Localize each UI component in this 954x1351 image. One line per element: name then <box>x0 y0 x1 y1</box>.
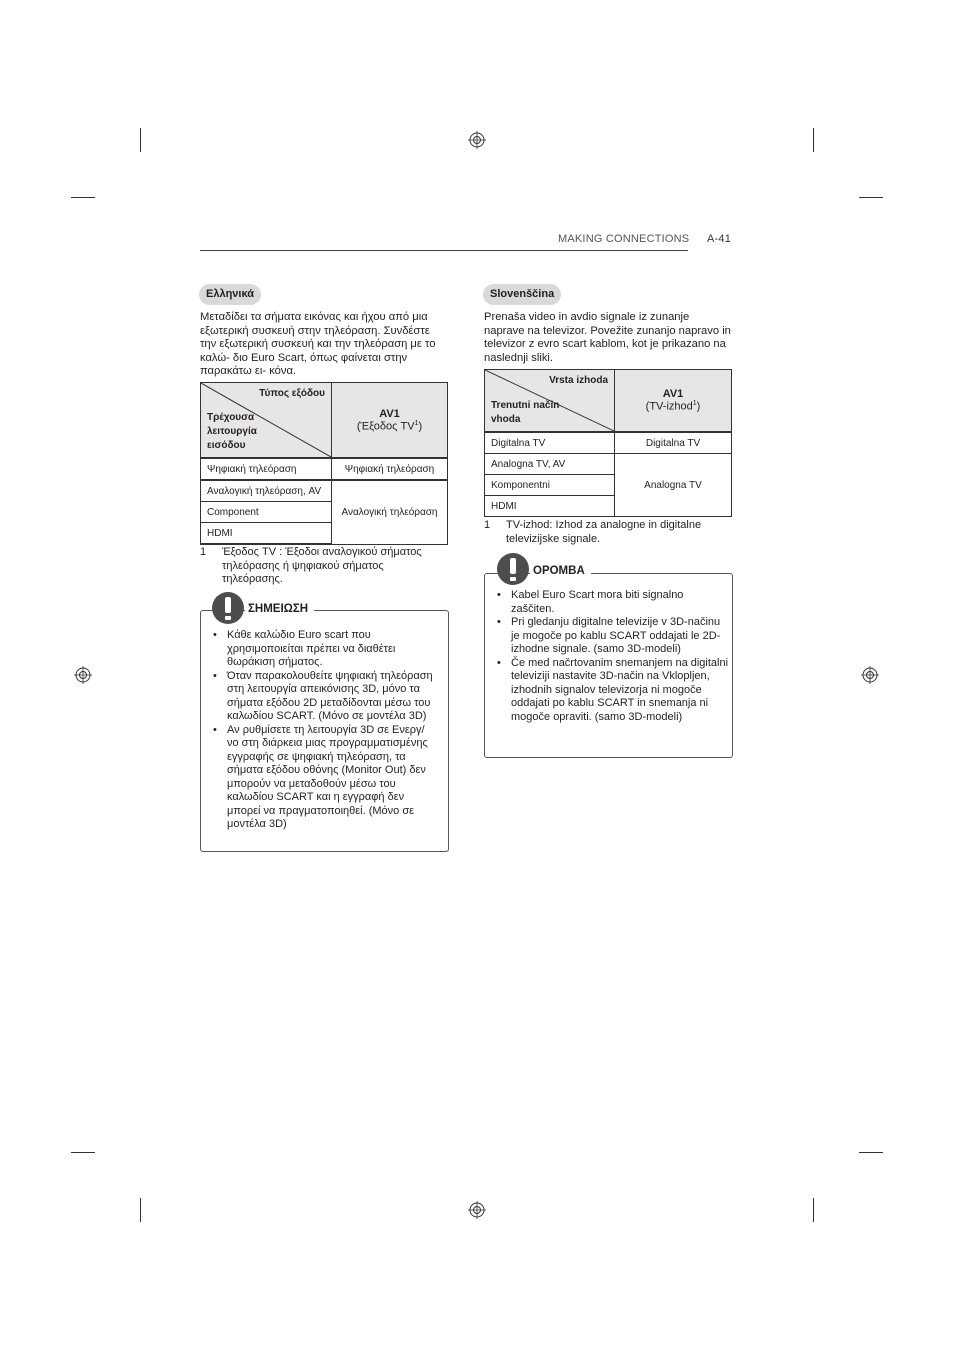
note-list-greek <box>213 629 438 832</box>
av1-subtitle: (Έξοδος $TV^1$) <box>356 419 423 433</box>
note-title-slovene: OPOMBA <box>530 565 591 577</box>
registration-mark-icon <box>468 1201 486 1219</box>
table-cell-output: Analogna TV <box>615 454 732 517</box>
crop-mark <box>859 1152 883 1153</box>
table-cell-output: Ψηφιακή τηλεόραση <box>332 458 448 480</box>
connection-table-slovene <box>484 369 732 517</box>
note-list-slovene <box>497 589 729 724</box>
footnote-text: Έξοδος TV : Έξοδοι αναλογικού σήματος τηλεόρασης ή ψηφιακού σήματος τηλεόρασης. <box>222 546 422 585</box>
crop-mark <box>813 1198 814 1222</box>
table-row-input: Digitalna TV <box>485 432 615 454</box>
output-type-label: Τύπος εξόδου <box>259 388 325 399</box>
table-row-input: Ψηφιακή τηλεόραση <box>201 458 332 480</box>
footnote-number: 1 <box>484 519 491 531</box>
footnote-text: TV-izhod: Izhod za analogne in digitalne televizijske signale. <box>506 519 702 545</box>
av1-header <box>332 383 448 459</box>
crop-mark <box>813 128 814 152</box>
registration-mark-icon <box>861 666 879 684</box>
av1-title: AV1 <box>379 407 400 420</box>
note-item: • Όταν παρακολουθείτε ψηφιακή τηλεόραση στη λειτουργία απεικόνισης 3D, μόνο τα σήματα εξόδου 2D μεταδίδονται μέσω του καλωδίου SCART. (Μόνο σε μοντέλα 3D) <box>213 670 438 724</box>
note-item: • Αν ρυθμίσετε τη λειτουργία 3D σε Ενεργ/ νο στη διάρκεια μιας προγραμματισμένης εγγραφής σε ψηφιακή τηλεόραση, τα σήματα εξόδου οθόνης (Monitor Out) δεν μπορούν να μεταδοθούν μέσω του καλωδίου SCART και η εγγραφή δεν μπορεί να πραγματοποιηθεί. (Μόνο σε μοντέλα 3D) <box>213 724 438 832</box>
language-tag-slovene: Slovenščina <box>483 284 561 305</box>
section-title: MAKING CONNECTIONS <box>558 233 690 245</box>
note-item: • Če med načrtovanim snemanjem na digitalni televiziji nastavite 3D-način na Vklopljen, izhodnih signalov televizorja ni mogoče oddajati po kablu SCART in snemanja ni mogoče opraviti. (samo 3D-modeli) <box>497 657 729 725</box>
table-row-input: HDMI <box>485 496 615 517</box>
page-number: A-41 <box>707 233 732 245</box>
connection-table-greek <box>200 382 448 545</box>
table-header-diagonal <box>201 383 332 459</box>
footnote-number: 1 <box>200 546 207 558</box>
crop-mark <box>140 1198 141 1222</box>
note-item: • Κάθε καλώδιο Euro scart που χρησιμοποιείται πρέπει να διαθέτει θωράκιση σήματος. <box>213 629 438 670</box>
note-title-greek: ΣΗΜΕΙΩΣΗ <box>245 603 314 615</box>
intro-text-greek: Μεταδίδει τα σήματα εικόνας και ήχου από μια εξωτερική συσκευή στην τηλεόραση. Συνδέστε την εξωτερική συσκευή και την τηλεόραση με το καλώ- διο Euro Scart, όπως φαίνεται στην παρακάτω ει- κόνα. <box>200 311 436 377</box>
av1-title: AV1 <box>662 388 684 401</box>
exclamation-icon <box>497 553 529 585</box>
table-header-diagonal <box>485 370 615 433</box>
table-cell-output: Αναλογική τηλεόραση <box>332 480 448 544</box>
table-row-input: HDMI <box>201 523 332 545</box>
exclamation-icon <box>212 592 244 624</box>
intro-text-slovene: Prenaša video in avdio signale iz zunanje naprave na televizor. Povežite zunanjo napravo in televizor z evro scart kablom, kot je prikazano na naslednji sliki. <box>484 311 731 364</box>
crop-mark <box>140 128 141 152</box>
language-tag-greek: Ελληνικά <box>199 284 261 305</box>
note-item: • Pri gledanju digitalne televizije v 3D-načinu je mogoče po kablu SCART oddajati le 2D-izhodne signale. (samo 3D-modeli) <box>497 616 729 657</box>
input-mode-label: Trenutni način vhoda <box>491 400 560 425</box>
crop-mark <box>71 197 95 198</box>
table-row-input: Component <box>201 502 332 523</box>
av1-header <box>615 370 732 433</box>
registration-mark-icon <box>74 666 92 684</box>
crop-mark <box>859 197 883 198</box>
table-cell-output: Digitalna TV <box>615 432 732 454</box>
crop-mark <box>71 1152 95 1153</box>
av1-subtitle: (TV-izhod$^1$) <box>645 400 701 413</box>
header-rule <box>200 250 688 251</box>
table-row-input: Komponentni <box>485 475 615 496</box>
table-row-input: Αναλογική τηλεόραση, AV <box>201 480 332 502</box>
input-mode-label: Τρέχουσα λειτουργία εισόδου <box>207 412 257 451</box>
note-item: • Kabel Euro Scart mora biti signalno zaščiten. <box>497 589 729 616</box>
output-type-label: Vrsta izhoda <box>549 375 608 386</box>
registration-mark-icon <box>468 131 486 149</box>
table-row-input: Analogna TV, AV <box>485 454 615 475</box>
